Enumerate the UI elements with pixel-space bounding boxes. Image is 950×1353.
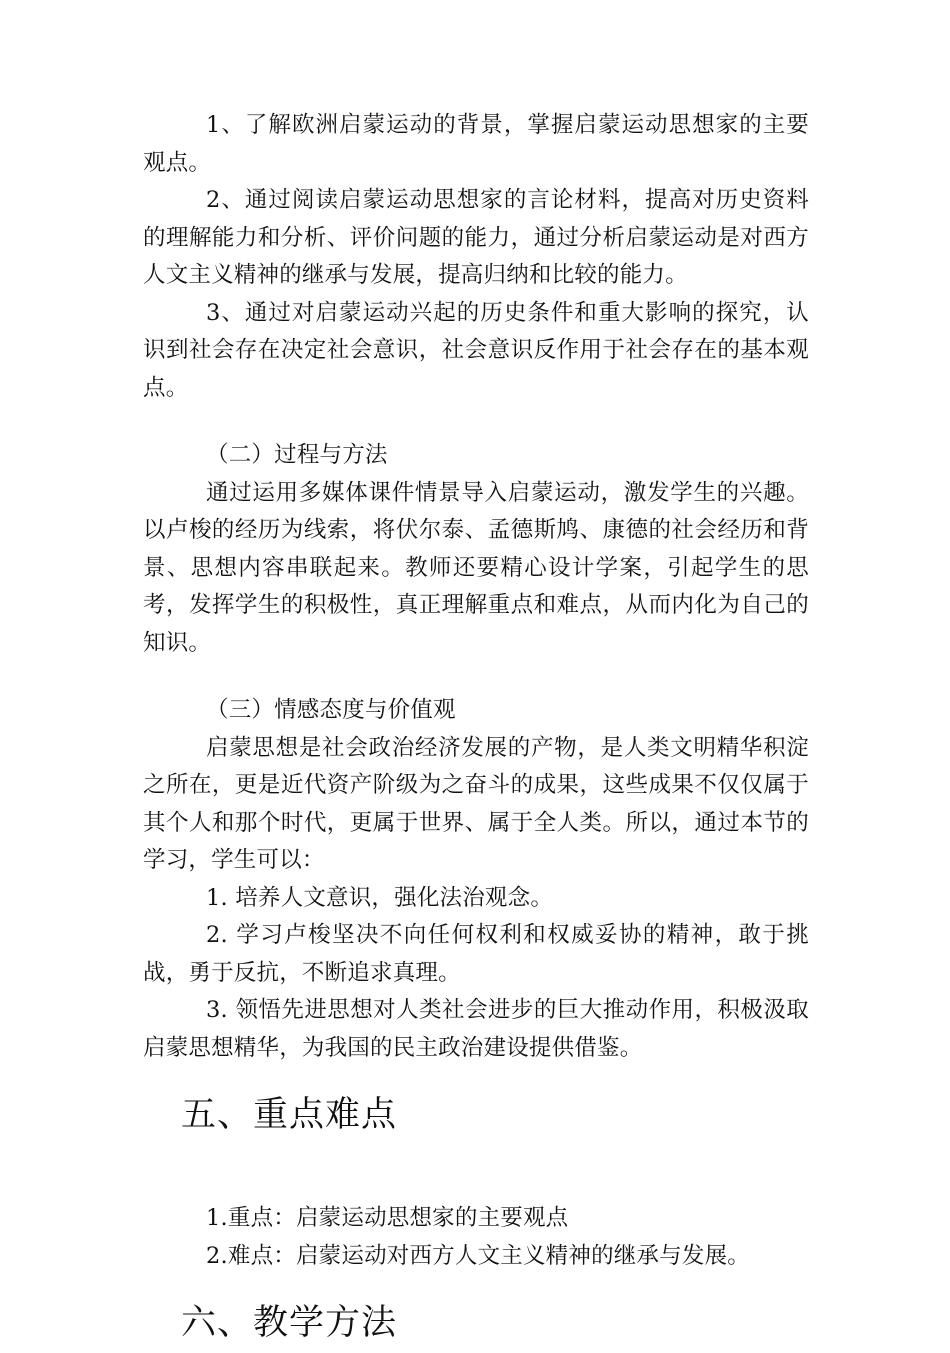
key-point: 1.重点：启蒙运动思想家的主要观点	[206, 1205, 569, 1231]
values-item-1: 1. 培养人文意识，强化法治观念。	[206, 884, 554, 911]
process-body: 通过运用多媒体课件情景导入启蒙运动，激发学生的兴趣。以卢梭的经历为线索，将伏尔泰、孟德斯鸠、康德的社会经历和背景、思想内容串联起来。教师还要精心设计学案，引起学生的思考，发挥学生的积极性，真正理解重点和难点，从而内化为自己的知识。	[143, 479, 809, 656]
section-five-title: 五、重点难点	[181, 1095, 398, 1135]
values-heading: （三）情感态度与价值观	[206, 697, 456, 723]
section-six-title: 六、教学方法	[181, 1303, 398, 1343]
document-page	[143, 107, 809, 1353]
objective-1: 1、了解欧洲启蒙运动的背景，掌握启蒙运动思想家的主要观点。	[143, 112, 809, 176]
objective-2: 2、通过阅读启蒙运动思想家的言论材料，提高对历史资料的理解能力和分析、评价问题的能力，通过分析启蒙运动是对西方人文主义精神的继承与发展，提高归纳和比较的能力。	[143, 187, 809, 288]
difficult-point: 2.难点：启蒙运动对西方人文主义精神的继承与发展。	[206, 1242, 750, 1269]
process-heading: （二）过程与方法	[206, 442, 388, 468]
values-item-2: 2. 学习卢梭坚决不向任何权利和权威妥协的精神，敢于挑战，勇于反抗，不断追求真理。	[143, 922, 809, 986]
values-item-3: 3. 领悟先进思想对人类社会进步的巨大推动作用，积极汲取启蒙思想精华，为我国的民主政治建设提供借鉴。	[143, 997, 809, 1061]
objective-3: 3、通过对启蒙运动兴起的历史条件和重大影响的探究，认识到社会存在决定社会意识，社会意识反作用于社会存在的基本观点。	[143, 299, 809, 401]
values-body: 启蒙思想是社会政治经济发展的产物，是人类文明精华积淀之所在，更是近代资产阶级为之奋斗的成果，这些成果不仅仅属于其个人和那个时代，更属于世界、属于全人类。所以，通过本节的学习，学生可以：	[143, 734, 809, 873]
